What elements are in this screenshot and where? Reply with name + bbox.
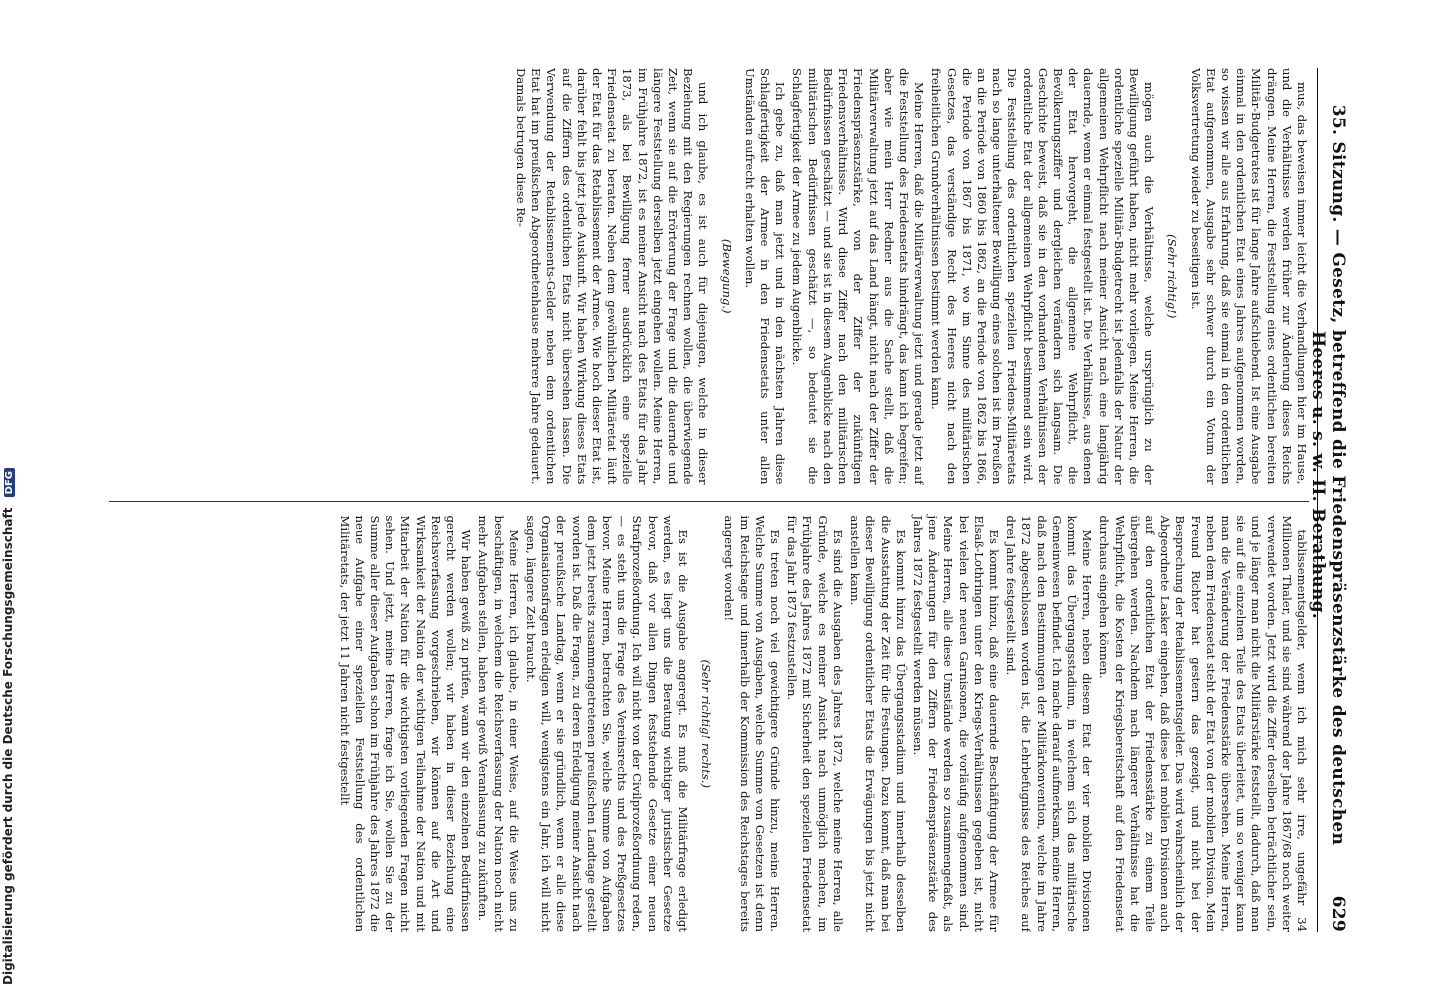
left-paragraph: (Sehr richtig!) xyxy=(1165,234,1180,319)
right-column xyxy=(109,501,1309,933)
right-paragraph: Es kommt hinzu das Übergangsstadium und innerhalb desselben die Ausstattung der Zeit für die Festungen. Dazu kommt, daß man bei dieser Bewilligung ordentlicher Etats die Erwägungen bis jetzt nicht anstellen kann. xyxy=(848,515,908,932)
right-paragraph: Meine Herren, ich glaube, in einer Weise, auf die Weise uns zu beschäftigen, in welchem die Reichsverfassung der Nation noch nicht mehr Aufgaben stellen, haben wir gewiß Veranlassung zu zukünften. xyxy=(476,515,521,932)
funding-note-text: Digitalisierung gefördert durch die Deutsche Forschungsgemeinschaft xyxy=(1,507,15,985)
right-paragraph: (Sehr richtig! rechts.) xyxy=(699,659,714,789)
left-paragraph: und ich glaube, es ist auch für diejenigen, welche in dieser Beziehung mit den Regierungen rechnen wollen, die überwiegende Zeit, wenn sie auf die Erörterung der Frage und die dauernde und längere Feststellung derselben jetzt eingehen wollen. Meine Herren, im Frühjahre 1872, ist es meiner Ansicht nach des Etats für das Jahr 1873, als bei Bewilligung ferner ausdrücklich eine spezielle Friedensetat zu beraten. Neben dem gewöhnlichen Militäretat läuft der Etat für das Retablissement der Armee. Wie hoch dieser Etat ist, darüber fehlt bis jetzt jede Auskunft. Wir haben Wirkung dieses Etats auf die Ziffern des ordentlichen Etats nicht übersehen lassen. Die Verwendung der Retablissements-Gelder neben dem ordentlichen Etat hat im preußischen Abgeordnetenhause mehrere Jahre gedauert. Damals betrugen diese Re- xyxy=(514,68,711,485)
page-header xyxy=(1308,68,1348,932)
right-paragraph: Es sind die Ausgaben des Jahres 1872, welche meine Herren, alle Gründe, welche es meiner Ansicht nach unmöglich machen, im Frühjahre des Jahres 1872 mit Sicherheit den speziellen Friedensetat für das Jahr 1873 festzustellen. xyxy=(785,515,845,932)
footer-strip xyxy=(0,0,20,1000)
right-paragraph: Meine Herren, neben diesem Etat der vier mobilen Divisionen kommt das Übergangsstadium, in welchem sich das militärische Gemeinwesen befindet. Ich mache darauf aufmerksam, meine Herren, daß nach den Bestimmungen der Militärkonvention, welche im Jahre 1872 abgeschlossen worden ist, die Lehrbefugnisse des Reiches auf drei Jahre festgestellt sind. xyxy=(1004,515,1095,932)
page-number: 629 xyxy=(1328,895,1348,932)
left-paragraph: Meine Herren, daß die Militärverwaltung jetzt und gerade jetzt auf die Feststellung des Friedensetats hindrängt, das kann ich begreifen; aber wie mein Herr Redner aus die Sache stellt, daß die Militärverwaltung jetzt auf das Land hängt, nicht nach der Ziffer der Friedenspräsenzstärke, von der Ziffer der zukünftigen Friedensverhältnisse. Wird diese Ziffer nach den militärischen Bedürfnissen geschätzt — und sie ist in diesem Augenblicke nach den militärischen Bedürfnissen geschätzt —, so bedeutet sie die Schlagfertigkeit der Armee zu jedem Augenblicke. xyxy=(790,68,927,485)
left-paragraph: (Bewegung.) xyxy=(719,238,734,314)
left-paragraph: mögen auch die Verhältnisse, welche ursprünglich zu der Bewilligung geführt haben, nicht mehr vorliegen. Meine Herren, die ordentliche spezielle Militär-Budgetrecht ist jedenfalls der Natur der allgemeinen Wehrpflicht nach meiner Ansicht nach eine langjährig dauernde, wenn er einmal festgestellt ist. Die Verhältnisse, aus denen der Etat hervorgeht, die allgemeine Wehrpflicht, die Bevölkerungsziffer und dergleichen verändern sich langsam. Die Geschichte beweist, daß sie in den vorhandenen Verhältnissen der ordentliche Etat der allgemeinen Wehrpflicht bestimmend sein wird. Die Feststellung des ordentlichen speziellen Friedens-Militäretats nach so lange unterhaltener Bewilligung eines solchen ist im Preußen an die Periode von 1860 bis 1862, an die Periode von 1862 bis 1866, die Periode von 1867 bis 1871, wo im Sinne des militärischen Gesetzes, das verständige Recht des Heeres nicht nach den freiheitlichen Grundverhältnissen bestimmt werden kann. xyxy=(929,68,1157,485)
page-title: 35. Sitzung. — Gesetz, betreffend die Friedenspräsenzstärke des deutschen Heeres u. s. w. II. Berathung. xyxy=(1308,104,1348,846)
document-page xyxy=(66,40,1366,960)
right-paragraph: Wir haben gewiß zu prüfen, wann wir den einzelnen Bedürfnissen gerecht werden wollen; wir haben in dieser Beziehung eine Reichsverfassung vorgeschrieben, wir können auf die Art und Wirksamkeit der Nation der wichtigen Teilnahme der Nation und mit Mitarbeit der Nation für die wichtigsten vorliegenden Fragen nicht sehen. Und jetzt, meine Herren, frage ich Sie, wollen Sie zu der Summe aller dieser Aufgaben schon im Frühjahre des Jahres 1872 die neue Aufgabe einer speziellen Feststellung des ordentlichen Militäretats, der jetzt 11 Jahren nicht festgestellt xyxy=(337,515,474,932)
left-paragraph: mus, das beweisen immer leicht die Verhandlungen hier im Hause, und die Verhältnisse werden früher zur Änderung dieses Reichs drängen. Meine Herren, die Feststellung eines ordentlichen bereiten Militär-Budgetrates ist für lange Jahre aufschiebend. Ist eine Ausgabe einmal in den ordentlichen Etat eines Jahres aufgenommen worden, so wissen wir alle aus Erfahrung, daß sie einmal in den ordentlichen Etat aufgenommen, Ausgabe sehr schwer durch ein Votum der Volksvertretung wieder zu beseitigen ist. xyxy=(1188,68,1309,485)
right-paragraph: tablissementsgelder, wenn ich mich sehr irre, ungefähr 34 Millionen Thaler, und sie sind während der Jahre 1867/68 noch weiter verwendet worden. Jetzt wird die Ziffer derselben beträchtlicher sein, und je länger man nicht die Militärstärke feststellt, dadurch, daß man sie auf die einzelnen Teile des Etats überleitet, um so weniger kann man die Veränderung der Friedensstärke übersehen. Meine Herren, neben dem Friedensetat steht der Etat von der mobilen Division. Mein Freund Richter hat gestern das gezeigt, und nicht bei der Besprechung der Retablissementsgelder. Das wird wahrscheinlich der Abgeordnete Lasker eingehen, daß diese bei mobilen Divisionen auch auf den ordentlichen Etat der Friedensstärke zu einem Teile übergehen werden. Nachdem nach längerer Verhältnisse hat die Wehrpflicht, die Kosten der Kriegsbereitschaft auf den Friedensetat durchaus eingehen können. xyxy=(1097,515,1309,932)
right-paragraph: Es kommt hinzu, daß eine dauernde Beschäftigung der Armee für Elsaß-Lothringen unter den Kriegs-Verhältnissen gegeben ist, nicht bei vielen der neuen Garnisonen, die vorläufig aufgenommen sind. Meine Herren, alle diese Umstände werden so zusammengefaßt, als jene Änderungen für den Ziffern der Friedenspräsenzstärke des Jahres 1872 festgestellt werden müssen. xyxy=(910,515,1001,932)
left-column xyxy=(109,68,1309,485)
text-columns xyxy=(109,68,1309,932)
right-paragraph: Es treten noch viel gewichtigere Gründe hinzu, meine Herren. Welche Summe von Ausgaben, welche Summe von Gesetzen ist denn im Reichstage und innerhalb der Kommission des Reichstages bereits angeregt worden! xyxy=(722,515,783,932)
left-paragraph: Ich gebe zu, daß man jetzt und in den nächsten Jahren diese Schlagfertigkeit der Armee in den Friedensetats unter allen Umständen aufrecht erhalten wollen. xyxy=(742,68,788,485)
dfg-logo: DFG xyxy=(4,468,15,497)
right-paragraph: Es ist die Ausgabe angeregt. Es muß die Militärfrage erledigt werden, es liegt uns die Beratung wichtiger juristischer Gesetze bevor, daß vor allen Dingen feststehende Gesetze einer neuen Strafprozeßordnung. Ich will nicht von der Civilprozeßordnung reden, — es steht uns die Frage des Vereinsrechts und des Preßgesetzes bevor. Meine Herren, betrachten Sie, welche Summe von Aufgaben dem jetzt bereits zusammengetretenen preußischen Landtage gestellt worden ist. Daß die Fragen, zu deren Erledigung meiner Ansicht nach der preußische Landtag, wenn er sie gründlich, wenn er alle diese Organisationsfragen erledigen will, wenigstens ein Jahr, ich will nicht sagen, längere Zeit braucht. xyxy=(524,515,691,932)
funding-note xyxy=(1,5,15,985)
